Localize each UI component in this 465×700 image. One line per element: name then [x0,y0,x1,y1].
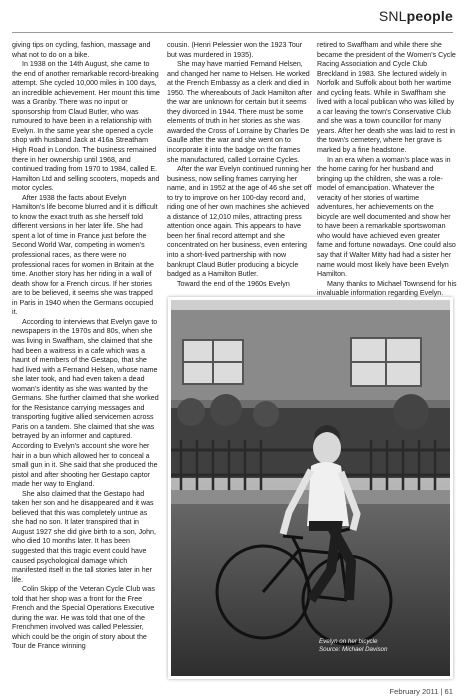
paragraph: Toward the end of the 1960s Evelyn [177,279,290,288]
paragraph: Many thanks to Michael Townsend for his invaluable information regarding Evelyn. [317,279,457,298]
paragraph: She may have married Fernand Helsen, and changed her name to Helsen. He worked at the French Embassy as a clerk and died in 1950. The whereabouts of Jack Hamilton after the war are unknown for certain but it seems they divorced in 1944. There must be some elements of truth in her stories as she was awarded the Cross of Lorraine by Charles De Gaulle after the war and she went on to incorporate it into the badge on the frames she manufactured, called Lorraine Cycles. [167,60,312,164]
article-column-1 [12,41,160,691]
paragraph: In 1938 on the 14th August, she came to the end of another remarkable record-breaking attempt. She cycled 10,000 miles in 100 days, an incredible achievement. Her mount this time was a Granby. There was no input or sponsorship from Claud Butler, who was rumoured to have been in a relationship with Evelyn. In the same year she opened a cycle shop with husband Jack at 416a Streatham High Road in London. The business remained there in her ownership until 1968, and continued trading from 1970 to 1984, called E. Hamilton Ltd and selling scooters, mopeds and motor cycles. [12,60,160,193]
page-header [0,0,465,46]
paragraph: giving tips on cycling, fashion, massage and what not to do on a bike. [12,41,151,59]
paragraph: After 1938 the facts about Evelyn Hamilton's life become blurred and it is difficult to know the exact truth as she herself told different versions in her later life. She had spent a lot of time in France just before the Second World War, competing in women's professional races, as there were no professional races for women in Britain at the time. Another story has her riding in a wall of death show for a French circus. If her stories are to be believed, it seems she was trapped in Paris in 1940 when the Germans occupied it. [12,193,158,317]
photo-caption [319,638,447,654]
paragraph: According to interviews that Evelyn gave to newspapers in the 1970s and 80s, when she was living in Swaffham, she claimed that she had been a waitress in a cafe which was a haunt of members of the Gestapo, that she had lived with a Fernand Helsen, whose name she later took, and had even taken a dead woman's identity as she was wanted by the Germans. She further claimed that she worked for the Resistance carrying messages and transporting fugitive allied servicemen across Paris on a tandem. She claimed that she was betrayed by an informer and captured. According to Evelyn's account she wore her hair in a bun which allowed her to conceal a small gun in it. She said that she produced the pistol and after shooting her Gestapo captor made her way to England. [12,317,159,489]
header-rule [12,32,453,33]
article-column-2 [167,41,312,336]
cyclist-photo-illustration [171,300,450,676]
photo-caption-source: Source: Michael Davison [319,645,388,653]
section-label [379,8,453,24]
paragraph: She also claimed that the Gestapo had taken her son and he disappeared and it was believed that this was completely untrue as she had no son. It later transpired that in August 1927 she did give birth to a son, John, who died 10 months later. It has been suggested that this tragic event could have caused psychological damage which manifested itself in the tall stories later in her life. [12,489,156,584]
photo-caption-title: Evelyn on her bicycle [319,638,378,645]
paragraph: In an era when a woman's place was in the home caring for her husband and bringing up the children, she was a role-model of emancipation. Whatever the veracity of her stories of wartime adventures, her achievements on the bicycle are well documented and show her to have been a remarkable sportswoman who would have achieved even greater fame and fortune nowadays. One could also say that if Walter Mitty had had a sister her name would most likely have been Evelyn Hamilton. [317,155,456,279]
section-brand: SNL [378,8,407,24]
paragraph: retired to Swaffham and while there she became the president of the Women's Cycle Racing Association and Cycle Club Breckland in 1983. She lectured widely in Norfolk and Suffolk about both her wartime and cycling feats. While in Swaffham she lived with a local publican who was killed by a car leaving the town's Conservative Club and she was a town councillor for many years. After her death she was laid to rest in the town's cemetery, where her grave is marked by a fine headstone. [317,41,456,155]
cyclist-photo [171,300,450,676]
photo-frame [168,297,453,679]
paragraph: After the war Evelyn continued running her business, now selling frames carrying her name, and in 1952 at the age of 46 she set off to try to improve on her 100-day record and, riding one of her own machines she achieved a distance of 12,010 miles, attracting press attention once again. This appears to have been her final record attempt and she concentrated on her business, even entering into a short-lived partnership with now bankrupt Claud Butler producing a bicycle badged as a Hamilton Butler. [167,165,312,279]
section-name: people [406,8,453,24]
page-footer: February 2011 | 61 [389,687,453,696]
paragraph: Colin Skipp of the Veteran Cycle Club was told that her shop was a front for the Free French and the Special Operations Executive during the war. He was told that one of the Frenchmen involved was called Pelessier, which could be the origin of story about the Tour de France winning [12,585,155,651]
article-column-3 [317,41,457,336]
paragraph: cousin. (Henri Pelessier won the 1923 Tour but was murdered in 1935). [167,41,303,59]
